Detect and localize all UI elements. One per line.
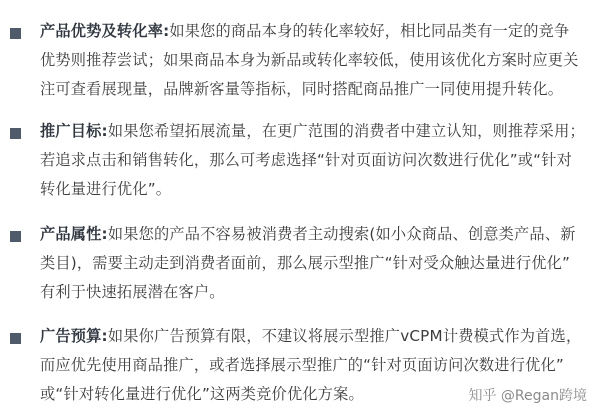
item-line: 而应优先使用商品推广，或者选择展示型推广的“针对页面访问次数进行优化”	[40, 356, 564, 374]
square-bullet-icon	[10, 128, 21, 139]
item-description: 如果你广告预算有限，不建议将展示型推广vCPM计费模式作为首选，	[107, 327, 582, 345]
item-line: 类目)，需要主动走到消费者面前，那么展示型推广“针对受众触达量进行优化”	[40, 254, 571, 272]
item-line: 或“针对转化量进行优化”这两类竞价优化方案。	[40, 385, 364, 403]
item-description: 如果您的产品不容易被消费者主动搜索(如小众商品、创意类产品、新	[107, 225, 576, 243]
item-term: 产品属性:	[40, 225, 108, 243]
watermark: 知乎 @Regan跨境	[468, 388, 587, 404]
item-line	[40, 117, 602, 146]
item-term: 产品优势及转化率:	[40, 22, 170, 40]
item-line: 注可查看展现量，品牌新客量等指标，同时搭配商品推广一同使用提升转化。	[40, 80, 564, 98]
item-line	[40, 220, 602, 249]
square-bullet-icon	[10, 333, 21, 344]
item-text	[40, 17, 602, 104]
item-line: 有利于快速拓展潜在客户。	[40, 283, 225, 301]
item-term: 推广目标:	[40, 122, 108, 140]
square-bullet-icon	[10, 28, 21, 39]
item-description: 如果您的商品本身的转化率较好，相比同品类有一定的竞争	[169, 22, 570, 40]
item-description: 如果您希望拓展流量，在更广范围的消费者中建立认知，则推荐采用；	[107, 122, 585, 140]
item-line: 优势则推荐尝试；如果商品本身为新品或转化率较低，使用该优化方案时应更关	[40, 51, 579, 69]
item-line: 转化量进行优化”。	[40, 180, 172, 198]
item-term: 广告预算:	[40, 327, 108, 345]
item-text	[40, 117, 602, 204]
item-line	[40, 322, 602, 351]
item-line	[40, 17, 602, 46]
item-line: 若追求点击和销售转化，那么可考虑选择“针对页面访问次数进行优化”或“针对	[40, 151, 572, 169]
item-text	[40, 220, 602, 307]
square-bullet-icon	[10, 231, 21, 242]
